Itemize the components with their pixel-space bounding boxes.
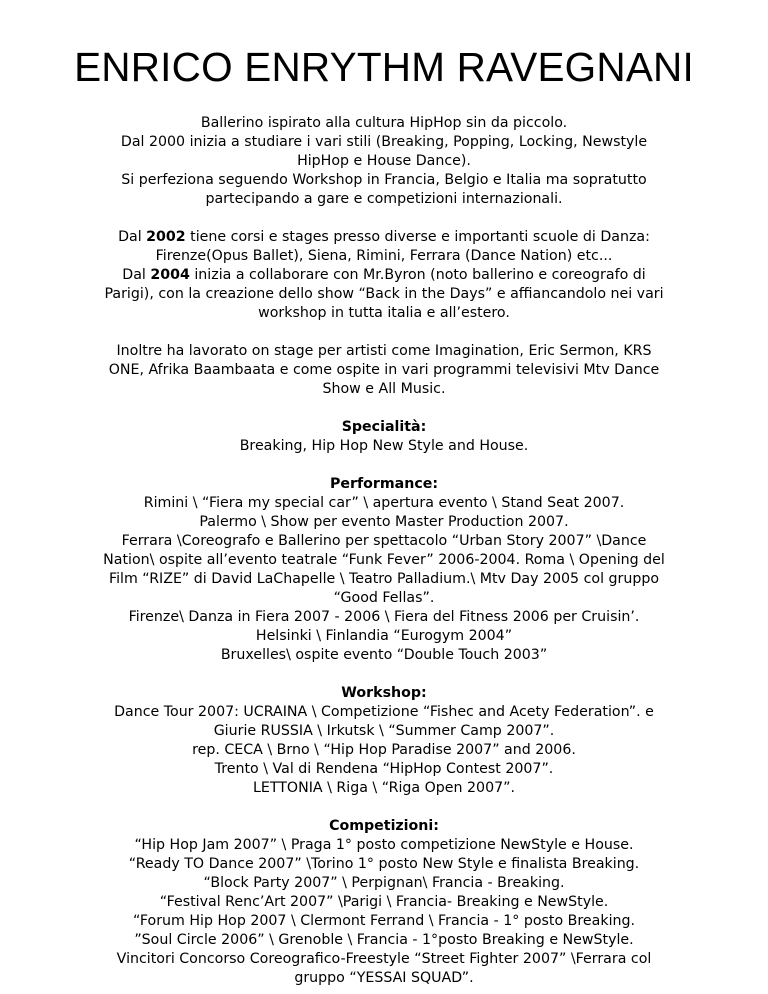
stage-line: ONE, Afrika Baambaata e come ospite in vari programmi televisivi Mtv Dance (108, 362, 660, 378)
intro-line: partecipando a gare e competizioni internazionali. (205, 191, 563, 207)
section-line: Trento \ Val di Rendena “HipHop Contest 2007”. (214, 761, 554, 777)
stage-line: Inoltre ha lavorato on stage per artisti come Imagination, Eric Sermon, KRS (116, 343, 652, 359)
section-line: “Forum Hip Hop 2007 \ Clermont Ferrand \ Francia - 1° posto Breaking. (132, 913, 636, 929)
year-2004: 2004 (150, 267, 190, 283)
section-heading: Workshop: (341, 685, 427, 701)
section-heading: Performance: (329, 476, 439, 492)
competizioni-section (70, 817, 698, 988)
intro-line: Dal 2000 inizia a studiare i vari stili (Breaking, Popping, Locking, Newstyle (120, 134, 648, 150)
section-line: “Good Fellas”. (333, 590, 435, 606)
workshop-section (70, 684, 698, 798)
section-line: Breaking, Hip Hop New Style and House. (239, 438, 529, 454)
stage-paragraph (70, 342, 698, 399)
section-line: “Festival Renc’Art 2007” \Parigi \ Francia- Breaking e NewStyle. (159, 894, 609, 910)
section-line: Rimini \ “Fiera my special car” \ apertura evento \ Stand Seat 2007. (143, 495, 625, 511)
intro-line: Si perfeziona seguendo Workshop in Francia, Belgio e Italia ma sopratutto (121, 172, 647, 188)
section-line: “Ready TO Dance 2007” \Torino 1° posto New Style e finalista Breaking. (128, 856, 640, 872)
performance-section (70, 475, 698, 665)
teaching-line: Parigi), con la creazione dello show “Back in the Days” e affiancandolo nei vari (104, 286, 664, 302)
section-line: LETTONIA \ Riga \ “Riga Open 2007”. (252, 780, 515, 796)
section-line: gruppo “YESSAI SQUAD”. (294, 970, 474, 986)
teaching-line: workshop in tutta italia e all’estero. (258, 305, 510, 321)
section-line: Dance Tour 2007: UCRAINA \ Competizione “Fishec and Acety Federation”. e (114, 704, 654, 720)
section-line: Helsinki \ Finlandia “Eurogym 2004” (255, 628, 513, 644)
section-line: Nation\ ospite all’evento teatrale “Funk Fever” 2006-2004. Roma \ Opening del (103, 552, 665, 568)
section-line: “Hip Hop Jam 2007” \ Praga 1° posto competizione NewStyle e House. (134, 837, 634, 853)
section-line: Ferrara \Coreografo e Ballerino per spettacolo “Urban Story 2007” \Dance (121, 533, 647, 549)
section-line: “Block Party 2007” \ Perpignan\ Francia - Breaking. (203, 875, 565, 891)
intro-line: HipHop e House Dance). (297, 153, 471, 169)
teaching-line: Firenze(Opus Ballet), Siena, Rimini, Ferrara (Dance Nation) etc... (155, 248, 613, 264)
section-line: rep. CECA \ Brno \ “Hip Hop Paradise 2007” and 2006. (192, 742, 576, 758)
teaching-line: Dal 2002 tiene corsi e stages presso diverse e importanti scuole di Danza: (118, 229, 650, 245)
section-line: Giurie RUSSIA \ Irkutsk \ “Summer Camp 2007”. (213, 723, 555, 739)
stage-line: Show e All Music. (322, 381, 446, 397)
section-line: Palermo \ Show per evento Master Production 2007. (199, 514, 569, 530)
intro-line: Ballerino ispirato alla cultura HipHop sin da piccolo. (200, 115, 568, 131)
section-line: Film “RIZE” di David LaChapelle \ Teatro Palladium.\ Mtv Day 2005 col gruppo (108, 571, 660, 587)
section-line: Firenze\ Danza in Fiera 2007 - 2006 \ Fiera del Fitness 2006 per Cruisin’. (128, 609, 640, 625)
section-line: Vincitori Concorso Coreografico-Freestyle “Street Fighter 2007” \Ferrara col (116, 951, 652, 967)
section-heading: Specialità: (341, 419, 427, 435)
year-2002: 2002 (146, 229, 186, 245)
section-heading: Competizioni: (329, 818, 439, 834)
intro-paragraph (70, 114, 698, 209)
specialita-section (70, 418, 698, 456)
teaching-paragraph (70, 228, 698, 323)
section-line: ”Soul Circle 2006” \ Grenoble \ Francia - 1°posto Breaking e NewStyle. (134, 932, 634, 948)
teaching-line: Dal 2004 inizia a collaborare con Mr.Byron (noto ballerino e coreografo di (122, 267, 646, 283)
page-title: ENRICO ENRYTHM RAVEGNANI (74, 44, 694, 90)
section-line: Bruxelles\ ospite evento “Double Touch 2003” (220, 647, 548, 663)
